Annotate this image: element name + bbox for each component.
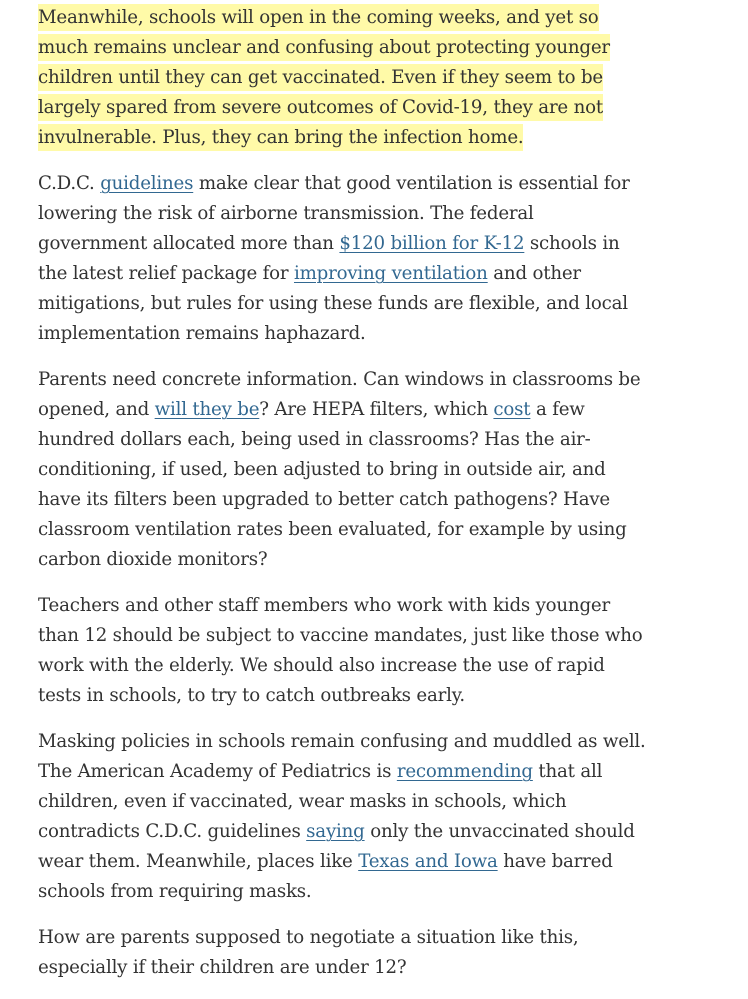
highlighted-text: Meanwhile, schools will open in the coming weeks, and yet so much remains unclear and confusing about protecting younger children until they can get vaccinated. Even if they seem to be largely spared from severe outcomes of Covid-19, they are not invulnerable. Plus, they can bring the infection home. xyxy=(38,4,610,151)
link-120-billion[interactable]: $120 billion for K-12 xyxy=(339,233,525,254)
paragraph-text: Teachers and other staff members who work with kids younger than 12 should be subject to vaccine mandates, just like those who work with the elderly. We should also increase the use of rapid tests in schools, to try to catch outbreaks early. xyxy=(38,595,643,706)
paragraph-ventilation xyxy=(38,169,648,349)
paragraph-text: only the unvaccinated should wear them. Meanwhile, places like xyxy=(38,821,635,872)
link-cost[interactable]: cost xyxy=(493,399,531,420)
paragraph-text: How are parents supposed to negotiate a situation like this, especially if their children are under 12? xyxy=(38,927,579,978)
paragraph-text: ? Are HEPA filters, which xyxy=(259,399,494,420)
paragraph-text: Masking policies in schools remain confusing and muddled as well. The American Academy of Pediatrics is xyxy=(38,731,646,782)
link-texas-and-iowa[interactable]: Texas and Iowa xyxy=(358,851,498,872)
paragraph-text: and other mitigations, but rules for using these funds are flexible, and local implementation remains haphazard. xyxy=(38,263,628,344)
paragraph-text: a few hundred dollars each, being used in classrooms? Has the air-conditioning, if used, been adjusted to bring in outside air, and have its filters been upgraded to better catch pathogens? Have classroom ventilation rates been evaluated, for example by using carbon dioxide monitors? xyxy=(38,399,627,570)
link-guidelines[interactable]: guidelines xyxy=(100,173,194,194)
paragraph-parents-information xyxy=(38,365,648,575)
paragraph-text: C.D.C. xyxy=(38,173,101,194)
paragraph-text: Parents need concrete information. Can windows in classrooms be opened, and xyxy=(38,369,641,420)
paragraph-masking xyxy=(38,727,648,907)
link-will-they-be[interactable]: will they be xyxy=(154,399,260,420)
link-saying[interactable]: saying xyxy=(306,821,365,842)
paragraph-teachers xyxy=(38,591,648,711)
paragraph-text: that all children, even if vaccinated, wear masks in schools, which contradicts C.D.C. guidelines xyxy=(38,761,603,842)
paragraph-highlighted xyxy=(38,3,648,153)
paragraph-text: make clear that good ventilation is essential for lowering the risk of airborne transmission. The federal government allocated more than xyxy=(38,173,630,254)
article-body xyxy=(38,3,648,999)
link-improving-ventilation[interactable]: improving ventilation xyxy=(293,263,488,284)
link-recommending[interactable]: recommending xyxy=(396,761,533,782)
paragraph-question xyxy=(38,923,648,983)
paragraph-text: have barred schools from requiring masks. xyxy=(38,851,613,902)
paragraph-text: schools in the latest relief package for xyxy=(38,233,620,284)
